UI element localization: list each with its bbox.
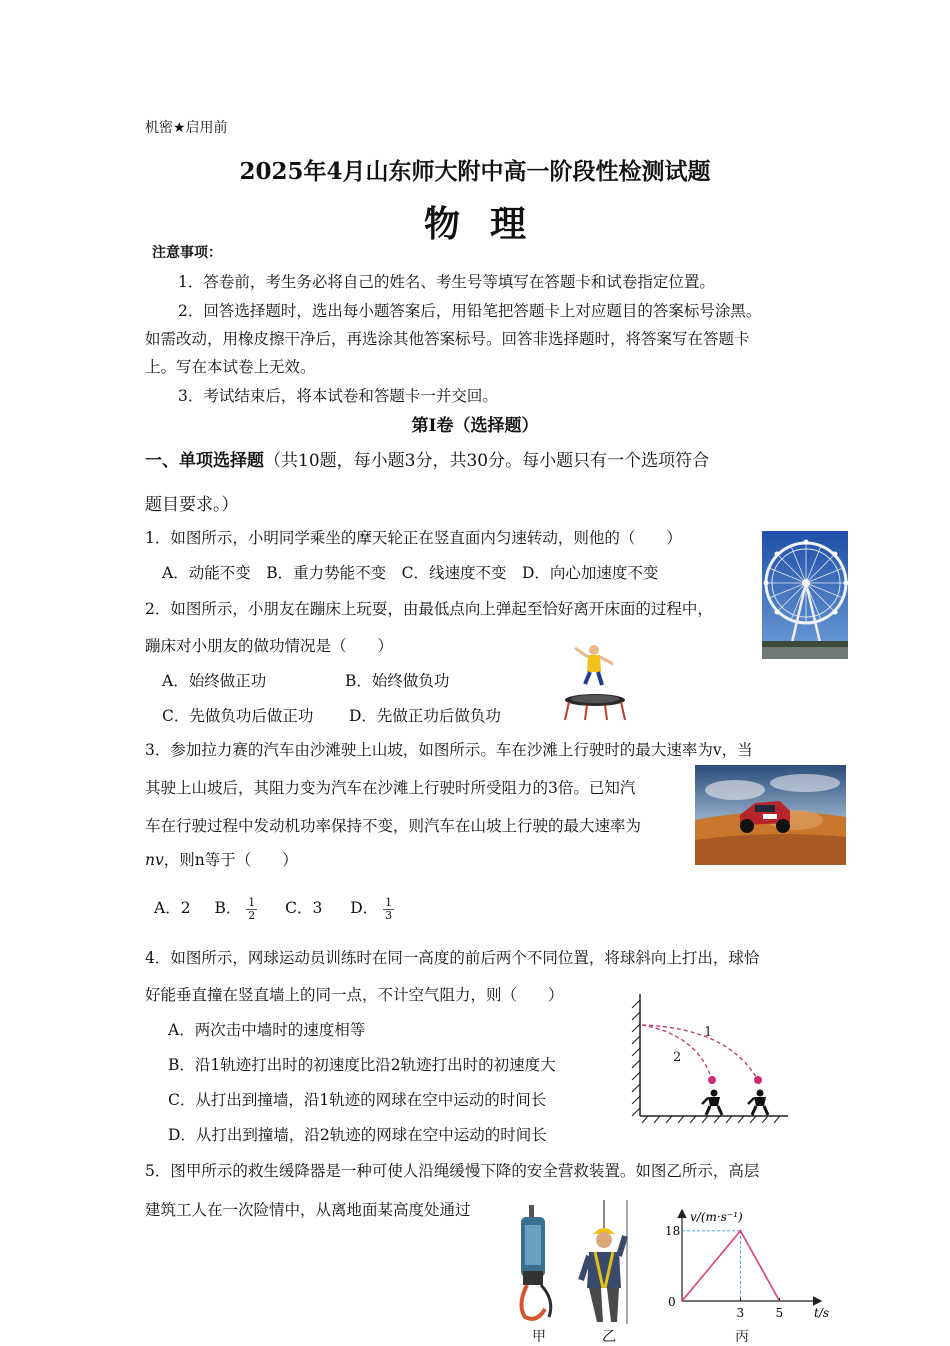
- x-tick-label: 5: [775, 1306, 784, 1320]
- trampoline-image: [555, 640, 639, 724]
- q3-stem-line-1: 3．参加拉力赛的汽车由沙滩驶上山坡，如图所示。车在沙滩上行驶时的最大速率为v，当: [145, 741, 753, 759]
- q5-stem-line-1: 5．图甲所示的救生缓降器是一种可使人沿绳缓慢下降的安全营救装置。如图乙所示，高层: [145, 1162, 760, 1180]
- volume-heading: 第Ⅰ卷（选择题）: [411, 416, 539, 436]
- tennis-trajectory-diagram: [628, 990, 793, 1125]
- q2-stem-line-1: 2．如图所示，小朋友在蹦床上玩耍，由最低点向上弹起至恰好离开床面的过程中，: [145, 600, 713, 618]
- caption-yi: 乙: [602, 1329, 616, 1345]
- origin-label: 0: [668, 1295, 676, 1309]
- q3-stem-line-4: [145, 848, 298, 870]
- q3-nv: nv: [145, 851, 164, 869]
- confidential-label: 机密★启用前: [145, 120, 228, 136]
- q3-option-b-fraction: $\frac{1}{2}$: [248, 895, 256, 922]
- q4-option-c: C．从打出到撞墙，沿1轨迹的网球在空中运动的时间长: [168, 1091, 547, 1109]
- exam-title: 2025年4月山东师大附中高一阶段性检测试题: [239, 158, 711, 185]
- q4-option-d: D．从打出到撞墙，沿2轨迹的网球在空中运动的时间长: [168, 1126, 547, 1144]
- q1-stem: 1．如图所示，小明同学乘坐的摩天轮正在竖直面内匀速转动，则他的（ ）: [145, 529, 682, 547]
- q2-option-c: C．先做负功后做正功: [162, 707, 314, 725]
- notice-item-1: 1．答卷前，考生务必将自己的姓名、考生号等填写在答题卡和试卷指定位置。: [178, 273, 715, 291]
- ferris-wheel-image: [762, 531, 848, 659]
- x-axis-label: t/s: [814, 1306, 830, 1320]
- section-heading-line-2: 题目要求。）: [145, 495, 239, 515]
- q4-stem-line-1: 4．如图所示，网球运动员训练时在同一高度的前后两个不同位置，将球斜向上打出，球恰: [145, 949, 760, 967]
- trajectory-1-label: 1: [704, 1025, 713, 1040]
- q4-option-b: B．沿1轨迹打出时的初速度比沿2轨迹打出时的初速度大: [168, 1056, 556, 1074]
- y-tick-label: 18: [665, 1223, 681, 1238]
- section-title-bold: 一、单项选择题: [145, 451, 264, 471]
- notice-item-2-line-3: 上。写在本试卷上无效。: [145, 358, 316, 376]
- notice-item-2-line-1: 2．回答选择题时，选出每小题答案后，用铅笔把答题卡上对应题目的答案标号涂黑。: [178, 302, 762, 320]
- q3-option-d: D．: [350, 899, 379, 917]
- subject-title: 物理: [423, 203, 556, 245]
- q3-option-b: B．: [214, 899, 242, 917]
- q3-option-d-fraction: $\frac{1}{3}$: [385, 895, 393, 922]
- notice-heading: 注意事项：: [152, 245, 222, 261]
- y-axis-label: v/(m·s⁻¹): [690, 1210, 743, 1224]
- rally-car-image: [695, 765, 846, 865]
- velocity-series-line: [682, 1231, 780, 1301]
- worker-descending-image: [573, 1200, 635, 1324]
- section-title-rest: （共10题，每小题3分，共30分。每小题只有一个选项符合: [264, 451, 710, 471]
- vt-chart-svg: [660, 1203, 835, 1325]
- q5-stem-line-2: 建筑工人在一次险情中，从离地面某高度处通过: [145, 1201, 471, 1219]
- data-point: [681, 1300, 683, 1302]
- q3-options: [154, 896, 394, 922]
- caption-jia: 甲: [532, 1329, 546, 1345]
- descender-device-image: [515, 1205, 560, 1323]
- q2-option-d: D．先做正功后做负功: [349, 707, 501, 725]
- caption-bing: 丙: [735, 1329, 749, 1345]
- data-point: [740, 1230, 742, 1232]
- x-tick-label: 3: [736, 1306, 745, 1320]
- q2-option-b: B．始终做负功: [345, 672, 450, 690]
- section-heading: [145, 446, 709, 471]
- q1-options: A．动能不变 B．重力势能不变 C．线速度不变 D．向心加速度不变: [162, 564, 659, 582]
- q3-stem-line-2: 其驶上山坡后，其阻力变为汽车在沙滩上行驶时所受阻力的3倍。已知汽: [145, 779, 636, 797]
- trajectory-2-label: 2: [673, 1050, 682, 1065]
- q3-stem-tail: ，则n等于（ ）: [163, 851, 298, 869]
- q3-stem-line-3: 车在行驶过程中发动机功率保持不变，则汽车在山坡上行驶的最大速率为: [145, 817, 642, 835]
- notice-item-2-line-2: 如需改动，用橡皮擦干净后，再选涂其他答案标号。回答非选择题时，将答案写在答题卡: [145, 330, 750, 348]
- velocity-time-chart: [660, 1203, 835, 1325]
- q3-option-c: C．3: [285, 899, 323, 917]
- q3-option-a: A．2: [154, 899, 191, 917]
- notice-item-3: 3．考试结束后，将本试卷和答题卡一并交回。: [178, 387, 498, 405]
- q2-option-a: A．始终做正功: [162, 672, 267, 690]
- q4-option-a: A．两次击中墙时的速度相等: [168, 1021, 366, 1039]
- q2-stem-line-2: 蹦床对小朋友的做功情况是（ ）: [145, 637, 394, 655]
- q4-stem-line-2: 好能垂直撞在竖直墙上的同一点，不计空气阻力，则（ ）: [145, 986, 564, 1004]
